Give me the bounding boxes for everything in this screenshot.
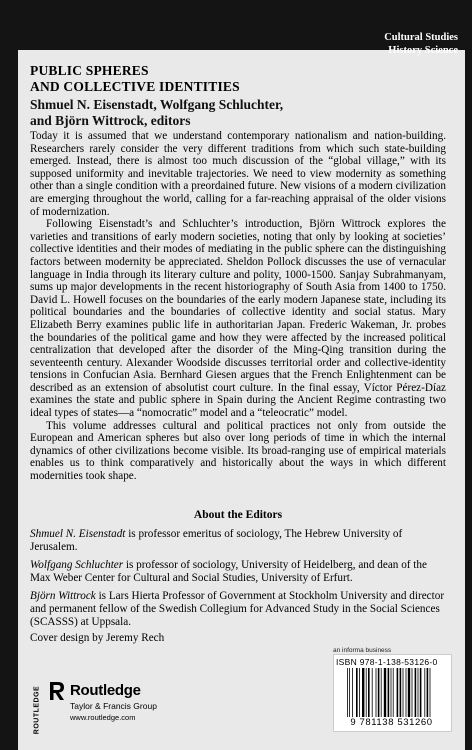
- barcode-bar: [378, 668, 380, 722]
- barcode-bar: [362, 668, 364, 722]
- barcode-bar: [376, 668, 377, 722]
- description-paragraph: Today it is assumed that we understand contemporary nationalism and nation-building. Researchers rarely consider the very different traditions from which such state-building emerged. Instead, there is almost too much discussion of the “global village,” with its supposed uniformity and inevitable trajectories. We need to view modernity as something other than a single condition with a preordained future. New visions of a modern civilization are emerging throughout the world, calling for a far-reaching appraisal of the older visions of modernization.: [30, 130, 446, 218]
- category-line-1: Cultural Studies: [384, 32, 458, 43]
- barcode-image: [347, 668, 442, 722]
- barcode-bar: [397, 668, 399, 722]
- editor-bio: [30, 590, 446, 628]
- publisher-group: Taylor & Francis Group: [70, 701, 157, 711]
- editors-line-2: and Björn Wittrock, editors: [30, 113, 191, 128]
- editor-name: Shmuel N. Eisenstadt: [30, 528, 126, 540]
- editor-bio-text: is professor emeritus of sociology, The Hebrew University of Jerusalem.: [30, 528, 403, 553]
- barcode-bar: [372, 668, 373, 722]
- description-paragraph: This volume addresses cultural and political practices not only from outside the European and American spheres but also over long periods of time in which the internal dynamics of other civilizations become visible. Its broad-ranging use of empirical materials enables us to think comparatively and historically about the ways in which different modernities took shape.: [30, 419, 446, 483]
- barcode-bar: [393, 668, 394, 722]
- barcode-bar: [424, 668, 425, 722]
- subject-categories: [384, 31, 458, 57]
- barcode-bar: [415, 668, 417, 722]
- informa-label: an informa business: [333, 647, 392, 654]
- editors-credit: [30, 97, 450, 129]
- barcode-bar: [368, 668, 370, 722]
- title-line-2: AND COLLECTIVE IDENTITIES: [30, 79, 240, 94]
- isbn-text: ISBN 978-1-138-53126-0: [336, 657, 438, 667]
- barcode-bar: [356, 668, 358, 722]
- editor-name: Wolfgang Schluchter: [30, 559, 124, 572]
- editor-bio-text: is Lars Hierta Professor of Government at Stockholm University and director and permanent fellow of the Swedish Collegium for Advanced Study in the Social Sciences (SCASSS) at Uppsala.: [30, 590, 445, 628]
- barcode-bar: [420, 668, 422, 722]
- category-line-2: History Science: [388, 45, 458, 56]
- barcode-bar: [347, 668, 348, 722]
- book-title: [30, 63, 450, 95]
- barcode-digits: 9 781138 531260: [334, 717, 449, 728]
- editor-name: Björn Wittrock: [30, 590, 96, 603]
- barcode-bar: [352, 668, 353, 722]
- editor-bio: [30, 559, 446, 584]
- barcode-bar: [366, 668, 367, 722]
- barcode-bar: [391, 668, 392, 722]
- routledge-side-label: [30, 680, 44, 740]
- barcode-bar: [408, 668, 410, 722]
- cover-design-credit: Cover design by Jeremy Rech: [30, 632, 165, 644]
- barcode-bar: [381, 668, 382, 722]
- publisher-url: www.routledge.com: [70, 713, 136, 722]
- title-line-1: PUBLIC SPHERES: [30, 63, 149, 78]
- routledge-logo-icon: [48, 681, 66, 701]
- barcode-bar: [418, 668, 419, 722]
- description-paragraph: Following Eisenstadt’s and Schluchter’s introduction, Björn Wittrock explores the varieties and transitions of early modern societies, noting that only by looking at societies’ collective identities and their modes of mediating in the public sphere can the distinguishing factors between modernity be appreciated. Sheldon Pollock discusses the use of vernacular language in India through its literary culture and polity, 1000-1500. Sanjay Subrahmanyam, sums up major developments in the recent historiography of South Asia from 1400 to 1750. David L. Howell focuses on the boundaries of the early modern Japanese state, including its political boundaries and the boundaries of collective identity and social status. Mary Elizabeth Berry examines public life in authoritarian Japan. Frederic Wakeman, Jr. probes the boundaries of the political game and how they were affected by the increased political centralization that developed after the disorder of the Ming-Qing transition during the seventeenth century. Alexander Woodside discusses territorial order and collective-identity tensions in Confucian Asia. Bernhard Giesen argues that the French Enlightenment can be described as an extension of absolutist court culture. In the final essay, Víctor Pérez-Díaz examines the state and public sphere in Spain during the Ancient Regime contrasting two ideal types of states—a “nomocratic” model and a “teleocratic” model.: [30, 218, 446, 420]
- barcode-bar: [384, 668, 386, 722]
- description: [30, 130, 446, 483]
- publisher-name: Routledge: [70, 682, 141, 699]
- barcode-bar: [349, 668, 350, 722]
- barcode-bar: [427, 668, 429, 722]
- barcode-bar: [430, 668, 431, 722]
- barcode-bar: [403, 668, 404, 722]
- routledge-side-text: ROUTLEDGE: [33, 685, 41, 735]
- editor-bio: [30, 528, 446, 553]
- barcode-bar: [412, 668, 413, 722]
- barcode-bar: [359, 668, 360, 722]
- editor-bio-text: is professor of sociology, University of Heidelberg, and dean of the Max Weber Center for Cultural and Social Studies, University of Erfurt.: [30, 559, 427, 584]
- barcode-bar: [406, 668, 407, 722]
- barcode-bar: [388, 668, 390, 722]
- about-editors-heading: About the Editors: [193, 509, 283, 521]
- barcode-bar: [400, 668, 402, 722]
- editor-bios: [30, 528, 446, 634]
- editors-line-1: Shmuel N. Eisenstadt, Wolfgang Schluchter,: [30, 97, 284, 112]
